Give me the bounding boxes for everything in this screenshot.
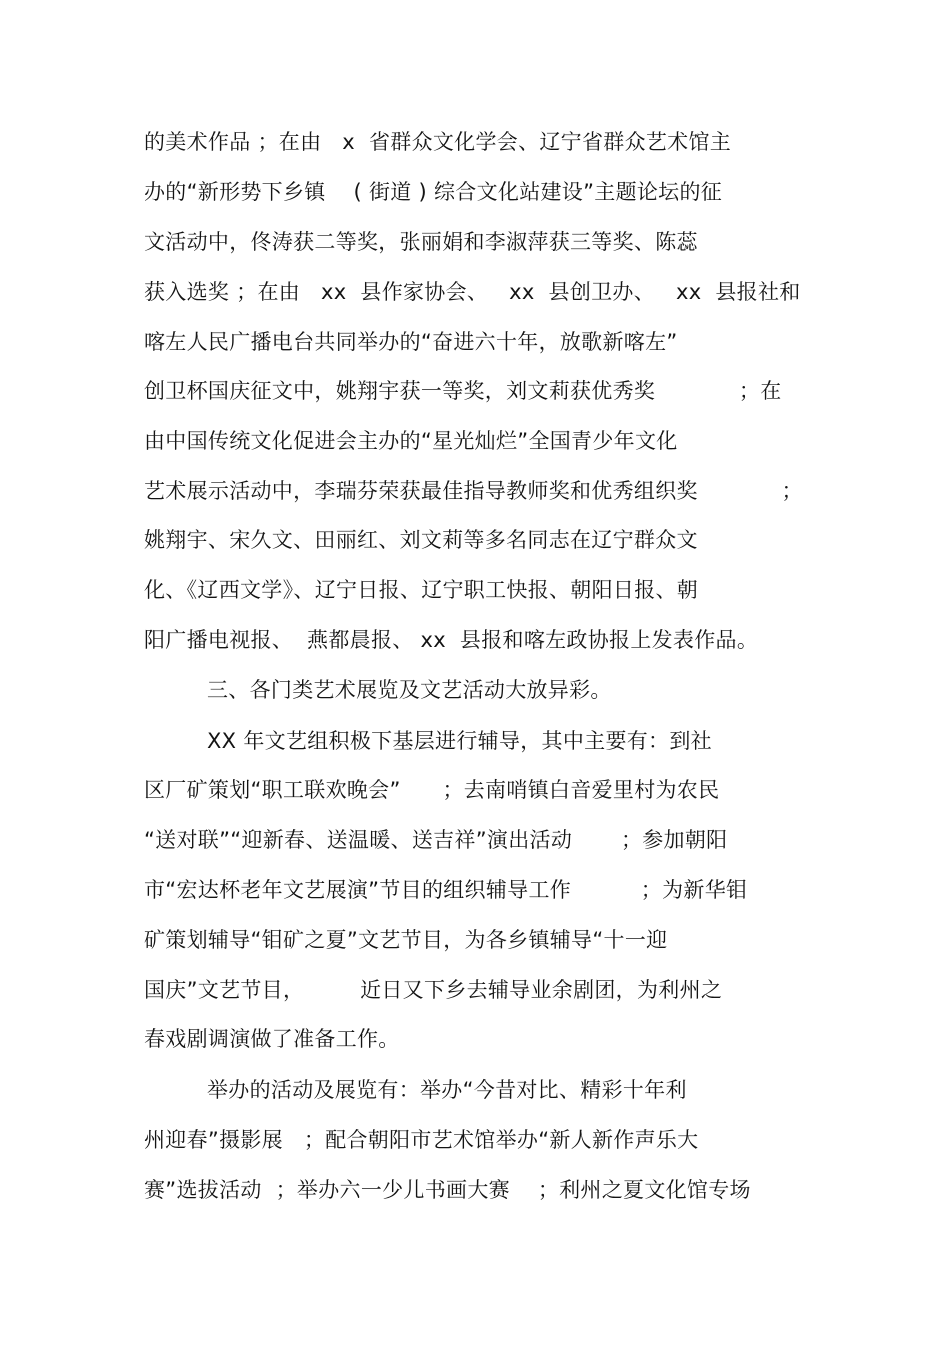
text-line-22: 赛”选拔活动 ；举办六一少儿书画大赛 ；利州之夏文化馆专场 [144,1178,751,1202]
text-line-2: 办的“新形势下乡镇 ( 街道 ) 综合文化站建设”主题论坛的征 [144,180,723,204]
text-line-4: 获入选奖 ；在由 xx 县作家协会、 xx 县创卫办、 xx 县报社和 [144,280,801,304]
text-line-18: 国庆”文艺节目， 近日又下乡去辅导业余剧团，为利州之 [144,978,723,1002]
text-line-8: 艺术展示活动中，李瑞芬荣获最佳指导教师奖和优秀组织奖 ； [144,479,803,503]
text-line-15: “送对联”“迎新春、送温暖、送吉祥”演出活动 ；参加朝阳 [144,828,728,852]
text-line-7: 由中国传统文化促进会主办的“星光灿烂”全国青少年文化 [144,429,678,453]
text-line-14: 区厂矿策划“职工联欢晚会” ；去南哨镇白音爱里村为农民 [144,778,720,802]
text-line-20: 举办的活动及展览有：举办“今昔对比、精彩十年利 [207,1078,687,1102]
text-line-21: 州迎春”摄影展 ；配合朝阳市艺术馆举办“新人新作声乐大 [144,1128,699,1152]
text-line-13: XX 年文艺组积极下基层进行辅导，其中主要有：到社 [207,729,712,753]
text-line-16: 市“宏达杯老年文艺展演”节目的组织辅导工作 ；为新华钼 [144,878,748,902]
text-line-17: 矿策划辅导“钼矿之夏”文艺节目，为各乡镇辅导“十一迎 [144,928,668,952]
text-line-6: 创卫杯国庆征文中，姚翔宇获一等奖，刘文莉获优秀奖 ；在 [144,379,782,403]
text-line-1: 的美术作品 ；在由 x 省群众文化学会、辽宁省群众艺术馆主 [144,130,732,154]
text-line-3: 文活动中，佟涛获二等奖，张丽娟和李淑萍获三等奖、陈蕊 [144,230,698,254]
text-line-11: 阳广播电视报、 燕都晨报、 xx 县报和喀左政协报上发表作品。 [144,628,759,652]
text-line-5: 喀左人民广播电台共同举办的“奋进六十年，放歌新喀左” [144,330,678,354]
text-line-19: 春戏剧调演做了准备工作。 [144,1027,400,1051]
section-heading: 三、各门类艺术展览及文艺活动大放异彩。 [207,678,612,702]
text-line-10: 化、《辽西文学》、辽宁日报、辽宁职工快报、朝阳日报、朝 [144,578,699,602]
text-line-9: 姚翔宇、宋久文、田丽红、刘文莉等多名同志在辽宁群众文 [144,528,698,552]
